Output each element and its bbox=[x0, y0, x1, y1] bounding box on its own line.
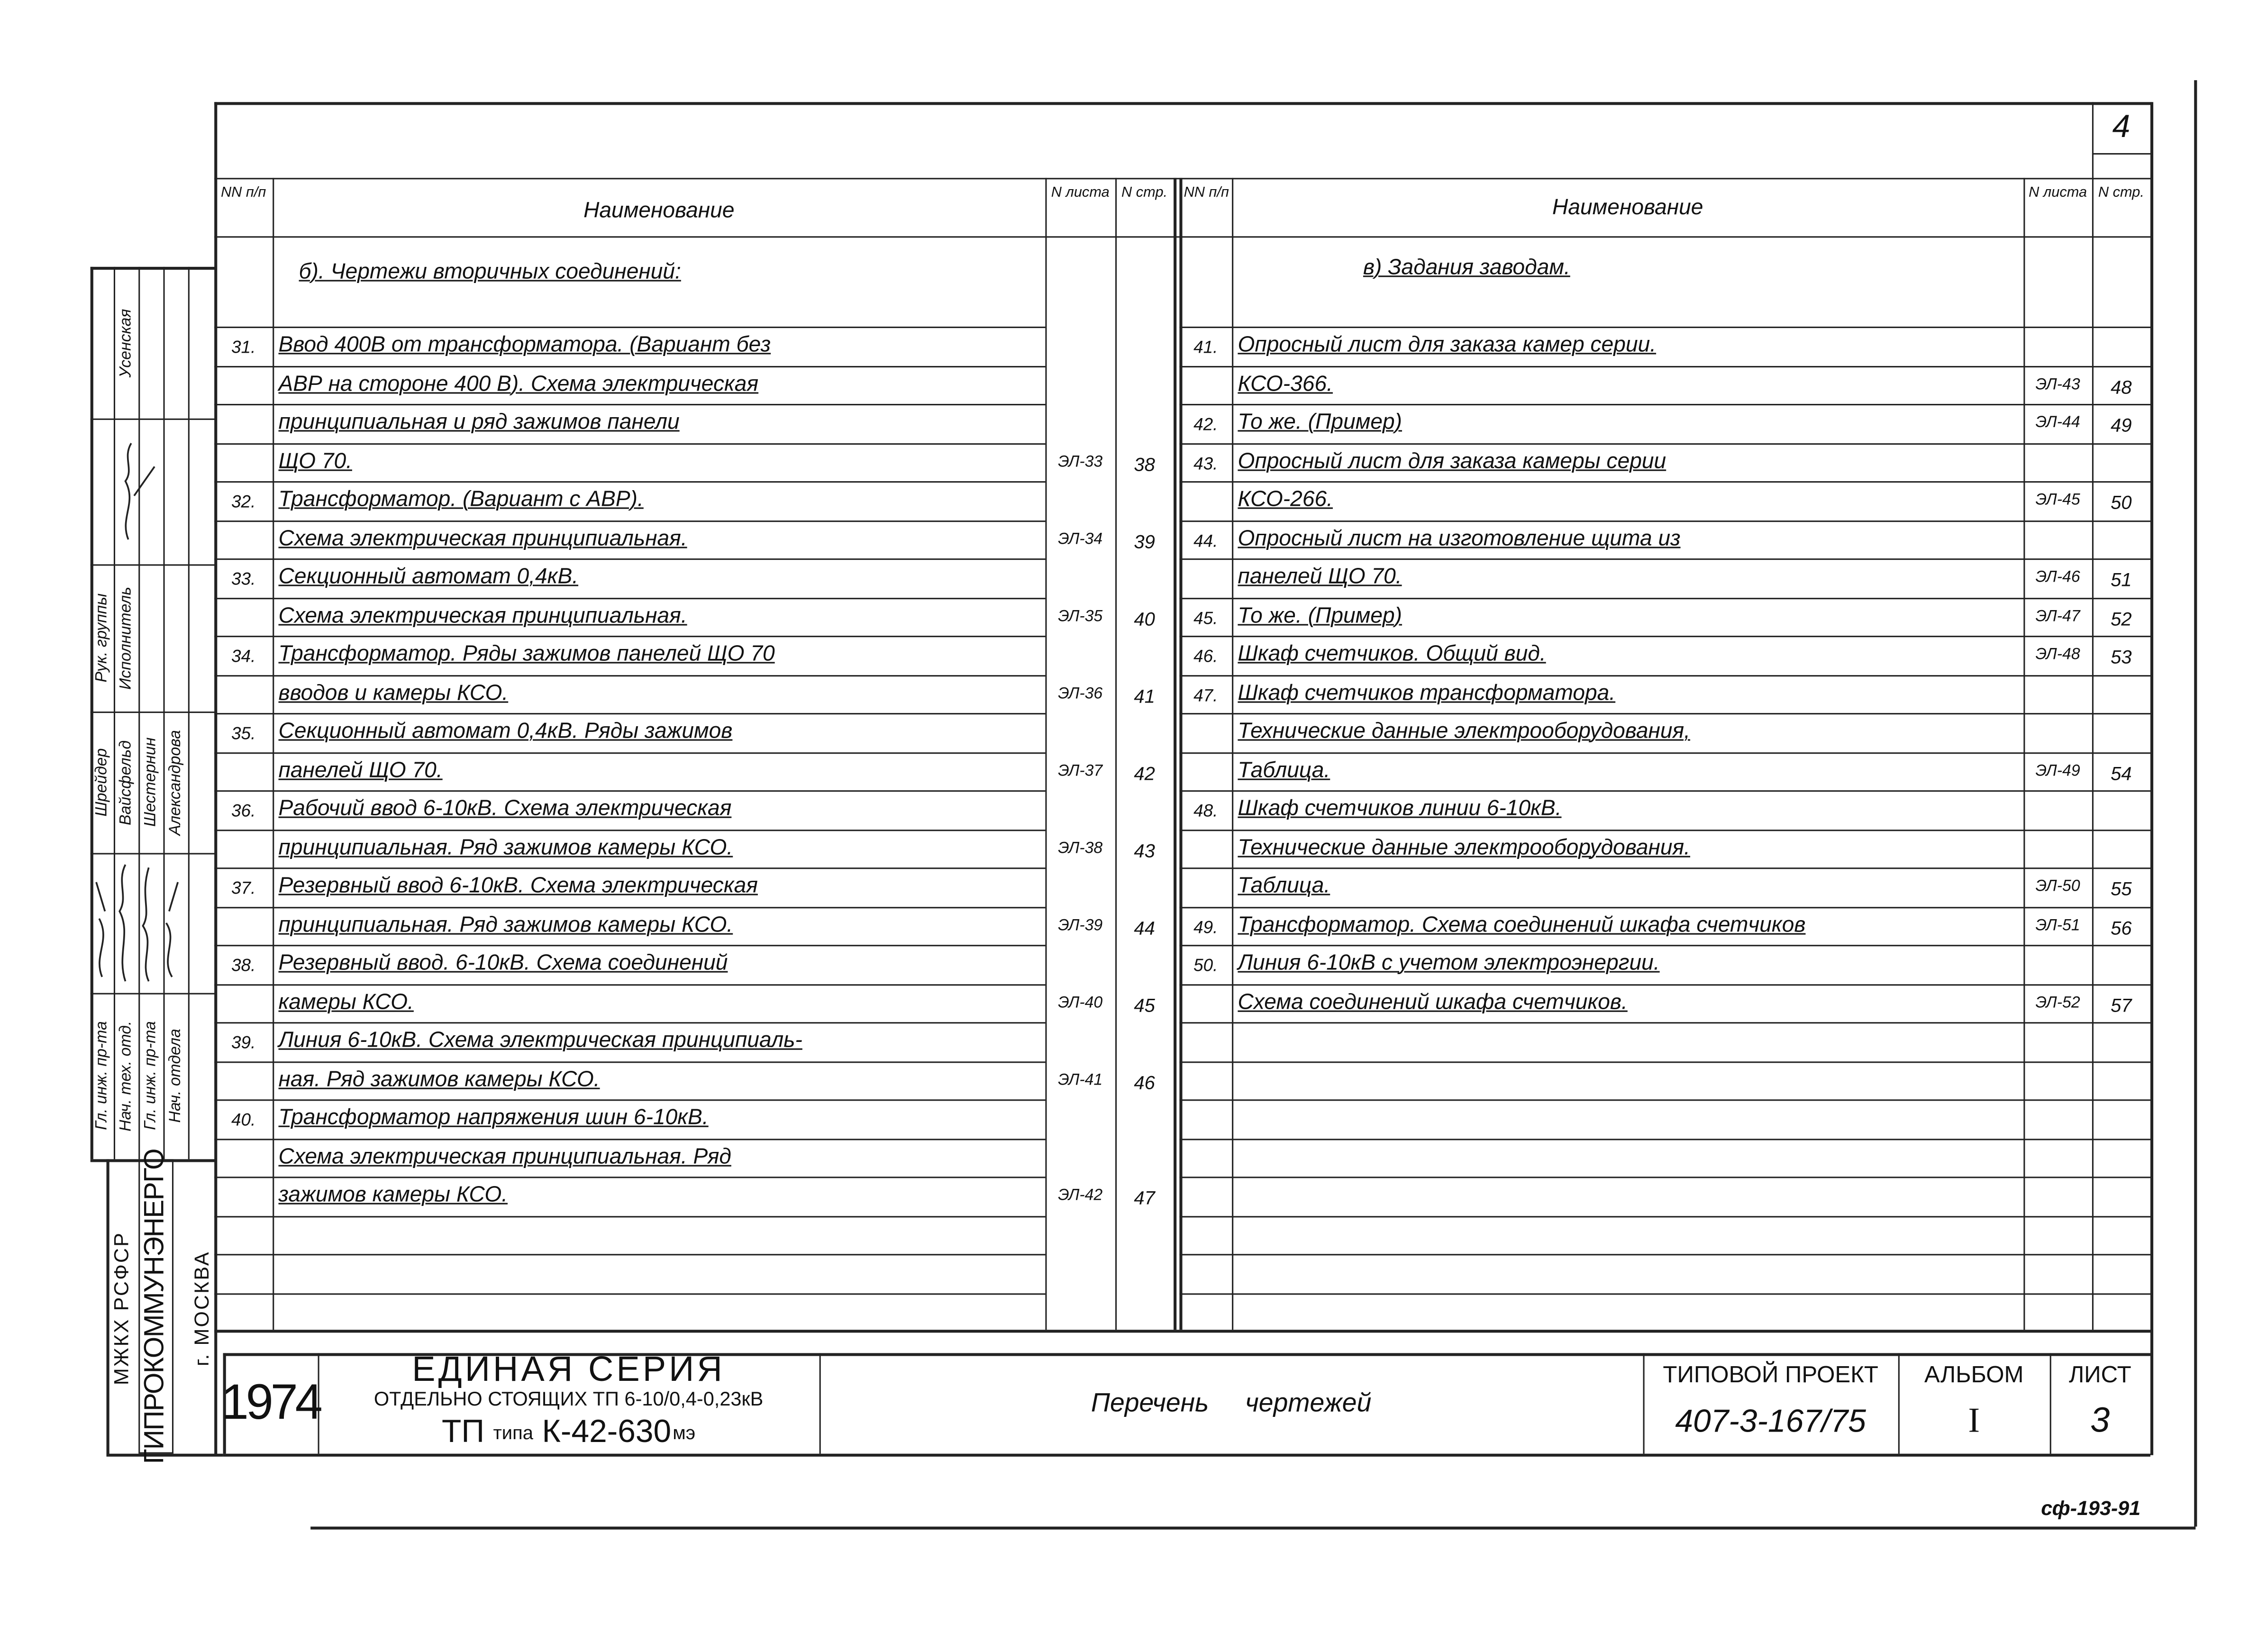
row-line bbox=[214, 558, 1045, 560]
year: 1974 bbox=[221, 1375, 320, 1431]
row-line bbox=[1179, 829, 2152, 831]
frame-top bbox=[214, 102, 2152, 105]
row-sheet: ЭЛ-44 bbox=[2035, 414, 2080, 432]
row-number: 35. bbox=[231, 723, 256, 744]
row-number: 47. bbox=[1193, 685, 1218, 705]
row-line bbox=[1179, 1177, 2152, 1178]
row-sheet: ЭЛ-41 bbox=[1058, 1071, 1103, 1089]
col-line bbox=[1232, 178, 1233, 1330]
row-line bbox=[1179, 713, 2152, 714]
row-title: Трансформатор. Ряды зажимов панелей ЩО 70 bbox=[278, 641, 775, 666]
row-page: 45 bbox=[1134, 994, 1155, 1016]
series-subtitle: ОТДЕЛЬНО СТОЯЩИХ ТП 6-10/0,4-0,23кВ bbox=[373, 1387, 764, 1409]
row-sheet: ЭЛ-47 bbox=[2035, 607, 2080, 625]
row-page: 57 bbox=[2111, 994, 2132, 1016]
row-line bbox=[214, 365, 1045, 367]
row-title: Схема электрическая принципиальная. Ряд bbox=[278, 1144, 731, 1169]
row-line bbox=[1179, 327, 2152, 328]
row-title: КСО-366. bbox=[1238, 371, 1333, 396]
signature bbox=[114, 438, 164, 554]
row-number: 46. bbox=[1193, 646, 1218, 666]
row-number: 44. bbox=[1193, 530, 1218, 551]
type-word: типа bbox=[493, 1421, 534, 1443]
col-line bbox=[273, 178, 274, 1330]
row-sheet: ЭЛ-36 bbox=[1058, 685, 1103, 703]
col-line bbox=[2023, 178, 2025, 1330]
row-number: 42. bbox=[1193, 414, 1218, 435]
stamp-name: Усенская bbox=[117, 308, 135, 377]
row-line bbox=[1179, 1254, 2152, 1255]
sheet-title: Перечень чертежей bbox=[1091, 1388, 1372, 1417]
row-line bbox=[1179, 443, 2152, 444]
row-sheet: ЭЛ-37 bbox=[1058, 762, 1103, 780]
row-title: панелей ЩО 70. bbox=[1238, 564, 1402, 589]
stamp-name: Шрейдер bbox=[93, 748, 111, 817]
series-title: ЕДИНАЯ СЕРИЯ bbox=[412, 1350, 725, 1390]
col-line bbox=[1174, 178, 1176, 1330]
row-title: Секционный автомат 0,4кВ. Ряды зажимов bbox=[278, 719, 733, 744]
stamp-role: Нач. тех. отд. bbox=[117, 1021, 135, 1132]
row-title: Таблица. bbox=[1238, 757, 1330, 783]
row-title: Трансформатор напряжения шин 6-10кВ. bbox=[278, 1105, 709, 1130]
row-line bbox=[1179, 636, 2152, 637]
row-page: 41 bbox=[1134, 685, 1155, 707]
row-line bbox=[214, 1177, 1045, 1178]
col-line bbox=[1045, 178, 1047, 1330]
row-title: Резервный ввод. 6-10кВ. Схема соединений bbox=[278, 950, 728, 976]
project-label: ТИПОВОЙ ПРОЕКТ bbox=[1663, 1363, 1878, 1388]
corner-box-line bbox=[2092, 153, 2150, 155]
row-title: камеры КСО. bbox=[278, 989, 414, 1014]
row-title: Опросный лист для заказа камер серии. bbox=[1238, 332, 1657, 357]
org-city: г. МОСКВА bbox=[189, 1250, 213, 1367]
row-number: 43. bbox=[1193, 453, 1218, 474]
row-sheet: ЭЛ-52 bbox=[2035, 994, 2080, 1012]
row-number: 33. bbox=[231, 568, 256, 589]
row-sheet: ЭЛ-43 bbox=[2035, 375, 2080, 393]
row-title: принципиальная. Ряд зажимов камеры КСО. bbox=[278, 912, 733, 937]
header-top-line bbox=[214, 178, 2152, 179]
row-line bbox=[1179, 481, 2152, 483]
row-title: Схема соединений шкафа счетчиков. bbox=[1238, 989, 1628, 1014]
row-line bbox=[1179, 752, 2152, 753]
row-line bbox=[1179, 1293, 2152, 1294]
stamp-name: Александрова bbox=[167, 729, 185, 835]
row-sheet: ЭЛ-48 bbox=[2035, 646, 2080, 664]
row-line bbox=[1179, 404, 2152, 405]
table-bottom-line bbox=[214, 1330, 2152, 1333]
row-title: Технические данные электрооборудования, bbox=[1238, 719, 1691, 744]
row-number: 37. bbox=[231, 877, 256, 898]
row-title: Трансформатор. Схема соединений шкафа счетчиков bbox=[1238, 912, 1806, 937]
row-title: панелей ЩО 70. bbox=[278, 757, 443, 783]
row-title: АВР на стороне 400 В). Схема электрическая bbox=[278, 371, 759, 396]
row-title: Линия 6-10кВ. Схема электрическая принципиаль- bbox=[278, 1028, 802, 1053]
org-ministry: МЖКХ РСФСР bbox=[109, 1232, 133, 1386]
row-sheet: ЭЛ-45 bbox=[2035, 491, 2080, 509]
row-line bbox=[214, 1022, 1045, 1023]
header-bottom-line bbox=[214, 236, 2152, 237]
row-page: 48 bbox=[2111, 375, 2132, 398]
row-page: 39 bbox=[1134, 530, 1155, 552]
row-sheet: ЭЛ-39 bbox=[1058, 916, 1103, 934]
row-line bbox=[1179, 558, 2152, 560]
row-line bbox=[214, 636, 1045, 637]
row-page: 50 bbox=[2111, 491, 2132, 513]
type-suffix: мэ bbox=[673, 1421, 696, 1443]
row-line bbox=[214, 327, 1045, 328]
header-nn-left: NN п/п bbox=[220, 185, 266, 201]
row-sheet: ЭЛ-33 bbox=[1058, 453, 1103, 470]
header-name-right: Наименование bbox=[1552, 195, 1703, 220]
row-title: КСО-266. bbox=[1238, 487, 1333, 512]
row-sheet: ЭЛ-35 bbox=[1058, 607, 1103, 625]
row-line bbox=[214, 829, 1045, 831]
row-title: зажимов камеры КСО. bbox=[278, 1182, 508, 1207]
row-line bbox=[1179, 597, 2152, 599]
row-number: 40. bbox=[231, 1109, 256, 1130]
row-line bbox=[214, 520, 1045, 521]
frame-right bbox=[2150, 102, 2153, 1455]
row-number: 48. bbox=[1193, 800, 1218, 821]
row-title: Линия 6-10кВ с учетом электроэнергии. bbox=[1238, 950, 1660, 976]
archive-code: сф-193-91 bbox=[2041, 1496, 2141, 1520]
stamp-role: Рук. группы bbox=[93, 593, 111, 683]
row-line bbox=[214, 1099, 1045, 1101]
row-number: 50. bbox=[1193, 955, 1218, 976]
row-page: 38 bbox=[1134, 453, 1155, 475]
row-line bbox=[214, 404, 1045, 405]
row-page: 54 bbox=[2111, 762, 2132, 784]
row-title: То же. (Пример) bbox=[1238, 602, 1402, 628]
row-sheet: ЭЛ-46 bbox=[2035, 568, 2080, 586]
section-title-left: б). Чертежи вторичных соединений: bbox=[299, 259, 681, 284]
row-number: 34. bbox=[231, 646, 256, 666]
row-line bbox=[1179, 675, 2152, 676]
row-number: 39. bbox=[231, 1032, 256, 1053]
outer-right-line bbox=[2194, 80, 2197, 1526]
sheet-number: 3 bbox=[2090, 1401, 2110, 1441]
outer-bottom-line bbox=[310, 1526, 2195, 1529]
org-institute: ГИПРОКОММУНЭНЕРГО bbox=[138, 1159, 173, 1453]
row-line bbox=[214, 752, 1045, 753]
corner-sheet-number: 4 bbox=[2112, 108, 2130, 145]
row-number: 38. bbox=[231, 955, 256, 976]
row-title: Рабочий ввод 6-10кВ. Схема электрическая bbox=[278, 796, 732, 821]
row-number: 36. bbox=[231, 800, 256, 821]
row-line bbox=[214, 906, 1045, 908]
row-title: Шкаф счетчиков. Общий вид. bbox=[1238, 641, 1546, 666]
row-line bbox=[214, 790, 1045, 792]
row-line bbox=[1179, 984, 2152, 985]
col-line bbox=[1115, 178, 1117, 1330]
stamp-role: Исполнитель bbox=[117, 586, 135, 690]
row-page: 42 bbox=[1134, 762, 1155, 784]
row-line bbox=[1179, 520, 2152, 521]
row-page: 56 bbox=[2111, 916, 2132, 939]
header-name-left: Наименование bbox=[583, 198, 735, 223]
row-line bbox=[214, 1293, 1045, 1294]
row-title: Таблица. bbox=[1238, 873, 1330, 898]
row-sheet: ЭЛ-51 bbox=[2035, 916, 2080, 934]
project-number: 407-3-167/75 bbox=[1675, 1403, 1866, 1439]
substation-type bbox=[318, 1411, 819, 1452]
sheet-label: ЛИСТ bbox=[2068, 1363, 2131, 1388]
album-label: АЛЬБОМ bbox=[1924, 1363, 2024, 1388]
row-page: 51 bbox=[2111, 568, 2132, 591]
signatures bbox=[91, 853, 188, 993]
row-title: Опросный лист на изготовление щита из bbox=[1238, 525, 1681, 551]
row-sheet: ЭЛ-42 bbox=[1058, 1187, 1103, 1205]
row-title: Технические данные электрооборудования. bbox=[1238, 834, 1691, 860]
row-number: 31. bbox=[231, 337, 256, 357]
stamp-role: Гл. инж. пр-та bbox=[142, 1022, 160, 1131]
section-title-right: в) Задания заводам. bbox=[1363, 255, 1570, 280]
row-line bbox=[214, 867, 1045, 869]
type-code: К-42-630 bbox=[542, 1413, 672, 1450]
row-line bbox=[214, 713, 1045, 714]
stamp-role: Нач. отдела bbox=[167, 1029, 185, 1123]
row-number: 32. bbox=[231, 491, 256, 512]
row-sheet: ЭЛ-40 bbox=[1058, 994, 1103, 1012]
row-line bbox=[214, 675, 1045, 676]
row-number: 41. bbox=[1193, 337, 1218, 357]
row-title: Резервный ввод 6-10кВ. Схема электрическая bbox=[278, 873, 758, 898]
row-line bbox=[214, 481, 1045, 483]
row-page: 46 bbox=[1134, 1071, 1155, 1093]
row-line bbox=[1179, 790, 2152, 792]
row-line bbox=[214, 597, 1045, 599]
row-sheet: ЭЛ-49 bbox=[2035, 762, 2080, 780]
row-title: Шкаф счетчиков трансформатора. bbox=[1238, 680, 1616, 705]
row-sheet: ЭЛ-50 bbox=[2035, 877, 2080, 895]
row-page: 53 bbox=[2111, 646, 2132, 668]
row-line bbox=[1179, 1138, 2152, 1140]
stamp-line bbox=[91, 419, 216, 420]
row-page: 40 bbox=[1134, 607, 1155, 630]
row-title: Шкаф счетчиков линии 6-10кВ. bbox=[1238, 796, 1562, 821]
row-page: 52 bbox=[2111, 607, 2132, 630]
row-title: Ввод 400В от трансформатора. (Вариант без bbox=[278, 332, 771, 357]
row-page: 43 bbox=[1134, 839, 1155, 861]
row-number: 45. bbox=[1193, 607, 1218, 628]
row-page: 49 bbox=[2111, 414, 2132, 436]
row-line bbox=[214, 1215, 1045, 1217]
row-line bbox=[214, 1254, 1045, 1255]
header-list-right: N листа bbox=[2029, 185, 2087, 201]
row-line bbox=[214, 984, 1045, 985]
row-line bbox=[214, 1138, 1045, 1140]
header-list-left: N листа bbox=[1051, 185, 1110, 201]
row-title: То же. (Пример) bbox=[1238, 410, 1402, 435]
row-page: 44 bbox=[1134, 916, 1155, 939]
row-title: принципиальная. Ряд зажимов камеры КСО. bbox=[278, 834, 733, 860]
type-prefix: ТП bbox=[441, 1413, 485, 1450]
row-title: Схема электрическая принципиальная. bbox=[278, 602, 687, 628]
stamp-line bbox=[91, 267, 216, 270]
row-line bbox=[214, 443, 1045, 444]
row-line bbox=[1179, 906, 2152, 908]
stamp-name: Шестернин bbox=[142, 738, 160, 827]
row-title: вводов и камеры КСО. bbox=[278, 680, 509, 705]
row-number: 49. bbox=[1193, 916, 1218, 937]
row-line bbox=[214, 945, 1045, 946]
row-title: Трансформатор. (Вариант с АВР). bbox=[278, 487, 644, 512]
row-title: Опросный лист для заказа камеры серии bbox=[1238, 448, 1666, 474]
header-nn-right: NN п/п bbox=[1184, 185, 1229, 201]
row-line bbox=[1179, 867, 2152, 869]
row-sheet: ЭЛ-38 bbox=[1058, 839, 1103, 857]
row-title: Схема электрическая принципиальная. bbox=[278, 525, 687, 551]
row-line bbox=[1179, 1022, 2152, 1023]
row-line bbox=[1179, 1215, 2152, 1217]
album-number: I bbox=[1968, 1402, 1980, 1440]
row-title: принципиальная и ряд зажимов панели bbox=[278, 410, 680, 435]
row-title: ЩО 70. bbox=[278, 448, 352, 474]
row-line bbox=[1179, 365, 2152, 367]
col-line bbox=[2092, 153, 2094, 1330]
title-line bbox=[223, 1454, 2150, 1457]
header-page-right: N стр. bbox=[2098, 185, 2144, 201]
row-line bbox=[1179, 945, 2152, 946]
row-title: ная. Ряд зажимов камеры КСО. bbox=[278, 1067, 600, 1092]
row-line bbox=[1179, 1099, 2152, 1101]
row-line bbox=[1179, 1061, 2152, 1062]
stamp-role: Гл. инж. пр-та bbox=[93, 1022, 111, 1131]
row-title: Секционный автомат 0,4кВ. bbox=[278, 564, 579, 589]
row-page: 47 bbox=[1134, 1187, 1155, 1209]
row-line bbox=[214, 1061, 1045, 1062]
row-sheet: ЭЛ-34 bbox=[1058, 530, 1103, 548]
stamp-name: Вайсфельд bbox=[117, 739, 135, 825]
row-page: 55 bbox=[2111, 877, 2132, 900]
header-page-left: N стр. bbox=[1121, 185, 1168, 201]
